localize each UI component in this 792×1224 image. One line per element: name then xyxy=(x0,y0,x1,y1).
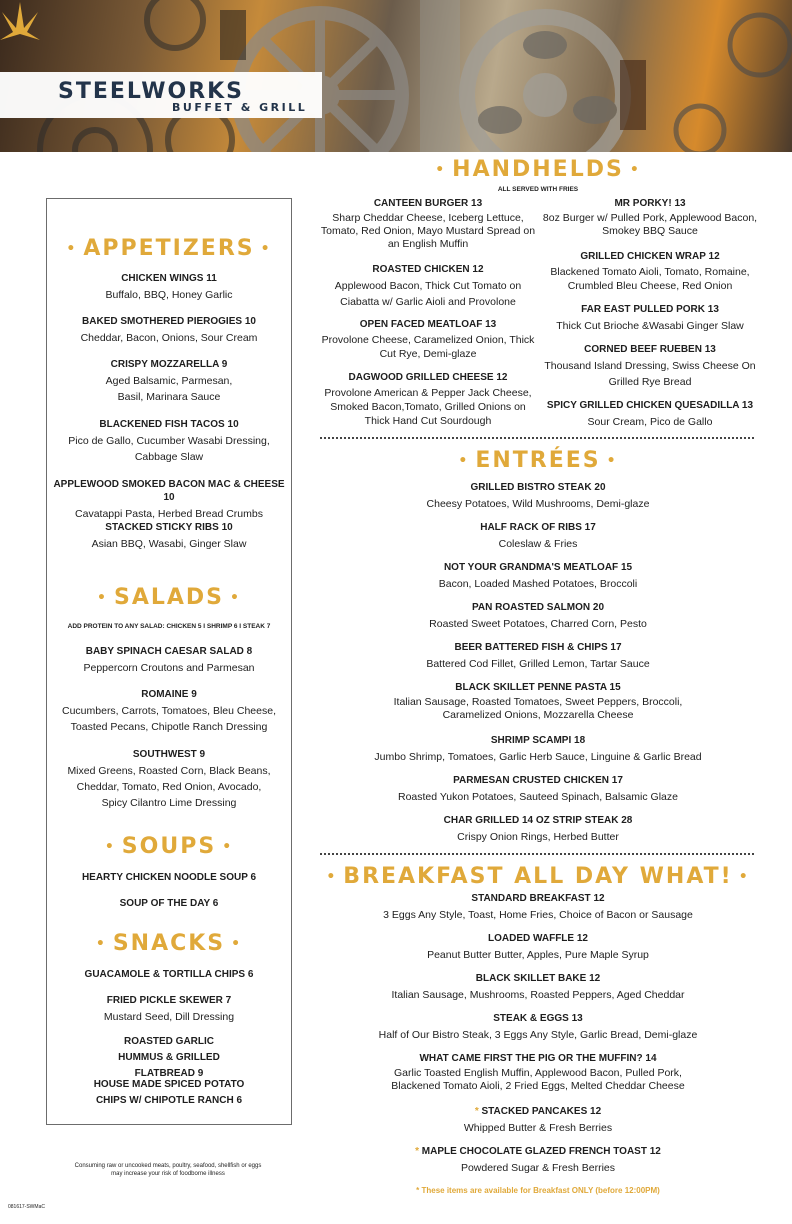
item-name: ROASTED GARLIC HUMMUS & GRILLED FLATBREAD 9 xyxy=(118,1036,220,1079)
item-name: STANDARD BREAKFAST 12 xyxy=(471,893,605,904)
item-name: PAN ROASTED SALMON 20 xyxy=(471,602,605,613)
salads-note: ADD PROTEIN TO ANY SALAD: CHICKEN 5 I SHRIMP 6 I STEAK 7 xyxy=(67,623,271,630)
menu-item xyxy=(48,994,290,1025)
item-name: CHAR GRILLED 14 OZ STRIP STEAK 28 xyxy=(443,815,633,826)
item-name: DAGWOOD GRILLED CHEESE 12 xyxy=(348,372,508,383)
divider xyxy=(320,437,754,439)
item-name: STEAK & EGGS 13 xyxy=(493,1013,583,1024)
food-safety-disclaimer: Consuming raw or uncooked meats, poultry, seafood, shellfish or eggs may increase your risk of foodborne illness xyxy=(74,1163,262,1177)
item-desc: Cheesy Potatoes, Wild Mushrooms, Demi-glaze xyxy=(426,498,650,510)
item-name: GUACAMOLE & TORTILLA CHIPS 6 xyxy=(84,969,254,980)
item-name: SHRIMP SCAMPI 18 xyxy=(490,735,586,746)
menu-item xyxy=(378,1052,698,1093)
menu-item xyxy=(318,774,758,805)
item-desc: Mixed Greens, Roasted Corn, Black Beans, Cheddar, Tomato, Red Onion, Avocado, Spicy Cilantro Lime Dressing xyxy=(67,765,271,809)
menu-item xyxy=(318,932,758,963)
menu-item xyxy=(318,561,758,592)
item-desc: Peanut Butter Butter, Apples, Pure Maple Syrup xyxy=(427,949,649,961)
item-desc: Thick Cut Brioche &Wasabi Ginger Slaw xyxy=(556,320,744,332)
starburst-icon xyxy=(0,0,40,44)
menu-item xyxy=(318,263,538,310)
menu-item xyxy=(318,318,538,361)
breakfast-only-marker: * xyxy=(415,1146,422,1157)
item-name: HALF RACK OF RIBS 17 xyxy=(480,522,596,533)
handhelds-title: • HANDHELDS • xyxy=(435,157,641,182)
item-desc: 8oz Burger w/ Pulled Pork, Applewood Bacon, Smokey BBQ Sauce xyxy=(542,212,758,237)
menu-item xyxy=(318,892,758,923)
menu-item xyxy=(318,521,758,552)
menu-item xyxy=(540,303,760,334)
item-desc: Mustard Seed, Dill Dressing xyxy=(103,1011,235,1023)
item-desc: Buffalo, BBQ, Honey Garlic xyxy=(105,289,233,301)
item-desc: Roasted Yukon Potatoes, Sauteed Spinach, Balsamic Glaze xyxy=(398,791,678,803)
item-desc: Sour Cream, Pico de Gallo xyxy=(587,416,713,428)
item-name: ROMAINE 9 xyxy=(141,689,197,700)
item-name: BLACK SKILLET BAKE 12 xyxy=(475,973,601,984)
salads-title: • SALADS • xyxy=(97,585,241,610)
logo-title: STEELWORKS xyxy=(58,79,245,104)
item-desc: Roasted Sweet Potatoes, Charred Corn, Pesto xyxy=(429,618,647,630)
print-code: 081617-SWMaC xyxy=(8,1204,45,1210)
breakfast-footnote: * These items are available for Breakfast ONLY (before 12:00PM) xyxy=(416,1186,660,1195)
menu-item xyxy=(48,521,290,552)
item-name: GRILLED CHICKEN WRAP 12 xyxy=(580,251,720,262)
menu-item xyxy=(48,358,290,405)
menu-item xyxy=(318,1145,758,1176)
item-desc: Aged Balsamic, Parmesan, Basil, Marinara Sauce xyxy=(105,375,233,403)
item-desc: Provolone Cheese, Caramelized Onion, Thick Cut Rye, Demi-glaze xyxy=(321,334,535,360)
item-name: APPLEWOOD SMOKED BACON MAC & CHEESE 10 xyxy=(53,479,285,503)
item-name: GRILLED BISTRO STEAK 20 xyxy=(470,482,606,493)
item-desc: Powdered Sugar & Fresh Berries xyxy=(460,1162,616,1174)
divider xyxy=(320,853,754,855)
menu-item xyxy=(48,478,290,522)
item-name: HOUSE MADE SPICED POTATO CHIPS W/ CHIPOTLE RANCH 6 xyxy=(93,1079,245,1106)
item-name: MAPLE CHOCOLATE GLAZED FRENCH TOAST 12 xyxy=(421,1146,661,1157)
menu-item xyxy=(540,250,760,293)
item-name: BABY SPINACH CAESAR SALAD 8 xyxy=(85,646,253,657)
item-name: LOADED WAFFLE 12 xyxy=(487,933,588,944)
menu-item xyxy=(318,371,538,428)
menu-item xyxy=(318,1105,758,1136)
menu-item xyxy=(388,681,688,722)
item-name: FAR EAST PULLED PORK 13 xyxy=(581,304,719,315)
item-desc: Battered Cod Fillet, Grilled Lemon, Tartar Sauce xyxy=(426,658,650,670)
menu-item xyxy=(540,197,760,238)
handhelds-note: ALL SERVED WITH FRIES xyxy=(497,186,579,193)
soups-title: • SOUPS • xyxy=(104,834,234,859)
menu-item xyxy=(540,399,760,430)
menu-item xyxy=(318,734,758,765)
item-name: FRIED PICKLE SKEWER 7 xyxy=(106,995,232,1006)
item-desc: Half of Our Bistro Steak, 3 Eggs Any Style, Garlic Bread, Demi-glaze xyxy=(378,1029,698,1041)
breakfast-title: • BREAKFAST ALL DAY WHAT! • xyxy=(326,864,750,889)
item-name: PARMESAN CRUSTED CHICKEN 17 xyxy=(453,775,623,786)
item-desc: Garlic Toasted English Muffin, Applewood Bacon, Pulled Pork, Blackened Tomato Aioli, 2 Fried Eggs, Melted Cheddar Cheese xyxy=(391,1067,685,1092)
item-name: SOUP OF THE DAY 6 xyxy=(119,898,219,909)
menu-item xyxy=(48,748,290,811)
item-name: CANTEEN BURGER 13 xyxy=(373,198,483,209)
item-name: STACKED PANCAKES 12 xyxy=(481,1106,602,1117)
menu-item xyxy=(318,972,758,1003)
item-name: NOT YOUR GRANDMA'S MEATLOAF 15 xyxy=(443,562,633,573)
item-name: HEARTY CHICKEN NOODLE SOUP 6 xyxy=(81,872,257,883)
item-desc: Cucumbers, Carrots, Tomatoes, Bleu Cheese, Toasted Pecans, Chipotle Ranch Dressing xyxy=(62,705,276,733)
item-desc: Sharp Cheddar Cheese, Iceberg Lettuce, Tomato, Red Onion, Mayo Mustard Spread on an English Muffin xyxy=(320,212,536,250)
item-desc: Crispy Onion Rings, Herbed Butter xyxy=(457,831,619,843)
item-desc: Asian BBQ, Wasabi, Ginger Slaw xyxy=(91,538,247,550)
item-name: CORNED BEEF RUEBEN 13 xyxy=(584,344,716,355)
menu-item xyxy=(48,645,290,676)
menu-item xyxy=(48,1034,290,1082)
menu-item xyxy=(318,814,758,845)
item-desc: Provolone American & Pepper Jack Cheese, Smoked Bacon,Tomato, Grilled Onions on Thick Hand Cut Sourdough xyxy=(324,387,532,427)
menu-item xyxy=(48,871,290,884)
menu-item xyxy=(48,688,290,735)
item-desc: 3 Eggs Any Style, Toast, Home Fries, Choice of Bacon or Sausage xyxy=(383,909,693,921)
item-name: OPEN FACED MEATLOAF 13 xyxy=(359,319,497,330)
item-desc: Bacon, Loaded Mashed Potatoes, Broccoli xyxy=(438,578,638,590)
menu-item xyxy=(48,1077,290,1109)
item-name: STACKED STICKY RIBS 10 xyxy=(105,522,233,533)
item-name: BLACKENED FISH TACOS 10 xyxy=(99,419,239,430)
menu-item xyxy=(318,1012,758,1043)
item-name: CHICKEN WINGS 11 xyxy=(121,273,217,284)
item-desc: Blackened Tomato Aioli, Tomato, Romaine, Crumbled Bleu Cheese, Red Onion xyxy=(550,266,750,292)
header-banner xyxy=(0,0,792,152)
item-desc: Whipped Butter & Fresh Berries xyxy=(463,1122,613,1134)
menu-item xyxy=(48,315,290,346)
menu-item xyxy=(48,418,290,465)
item-desc: Jumbo Shrimp, Tomatoes, Garlic Herb Sauce, Linguine & Garlic Bread xyxy=(374,751,702,763)
item-desc: Italian Sausage, Roasted Tomatoes, Sweet Peppers, Broccoli, Caramelized Onions, Mozzarella Cheese xyxy=(393,696,683,721)
item-desc: Thousand Island Dressing, Swiss Cheese On Grilled Rye Bread xyxy=(544,360,756,388)
item-name: BAKED SMOTHERED PIEROGIES 10 xyxy=(82,316,256,327)
item-desc: Italian Sausage, Mushrooms, Roasted Peppers, Aged Cheddar xyxy=(391,989,685,1001)
appetizers-title: • APPETIZERS • xyxy=(66,236,272,261)
item-desc: Cheddar, Bacon, Onions, Sour Cream xyxy=(80,332,258,344)
item-name: SOUTHWEST 9 xyxy=(132,749,206,760)
menu-item xyxy=(48,272,290,303)
item-desc: Cavatappi Pasta, Herbed Bread Crumbs xyxy=(75,508,263,520)
menu-item xyxy=(318,197,538,251)
logo-subtitle: BUFFET & GRILL xyxy=(172,101,308,114)
item-name: MR PORKY! 13 xyxy=(614,198,686,209)
menu-item xyxy=(318,481,758,512)
menu-item xyxy=(540,343,760,390)
item-desc: Applewood Bacon, Thick Cut Tomato on Ciabatta w/ Garlic Aioli and Provolone xyxy=(334,280,522,308)
item-name: WHAT CAME FIRST THE PIG OR THE MUFFIN? 14 xyxy=(419,1053,657,1064)
breakfast-only-marker: * xyxy=(474,1106,482,1117)
item-desc: Coleslaw & Fries xyxy=(498,538,578,550)
item-desc: Pico de Gallo, Cucumber Wasabi Dressing, Cabbage Slaw xyxy=(68,435,270,463)
item-desc: Peppercorn Croutons and Parmesan xyxy=(83,662,255,674)
item-name: BLACK SKILLET PENNE PASTA 15 xyxy=(455,682,621,693)
menu-item xyxy=(318,601,758,632)
item-name: BEER BATTERED FISH & CHIPS 17 xyxy=(454,642,622,653)
item-name: CRISPY MOZZARELLA 9 xyxy=(110,359,228,370)
menu-item xyxy=(48,897,290,910)
menu-item xyxy=(318,641,758,672)
snacks-title: • SNACKS • xyxy=(95,931,243,956)
item-name: SPICY GRILLED CHICKEN QUESADILLA 13 xyxy=(546,400,754,411)
item-name: ROASTED CHICKEN 12 xyxy=(372,264,484,275)
entrees-title: • ENTRÉES • xyxy=(458,448,618,473)
menu-item xyxy=(48,968,290,981)
